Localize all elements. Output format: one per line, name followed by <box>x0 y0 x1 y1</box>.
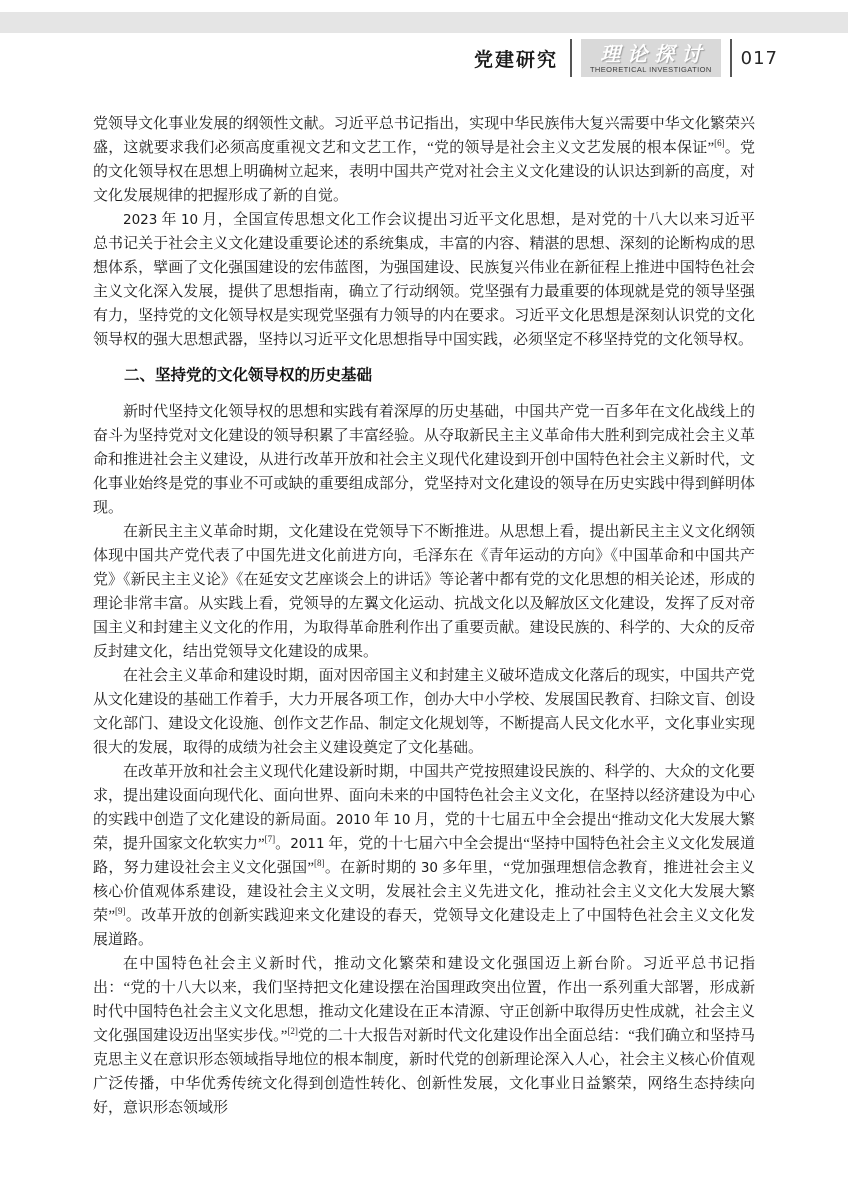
text-run: 月，党的十七届五中全会提出“推动文化大发展大繁荣，提升国家文化软实力” <box>93 812 755 852</box>
text-run: 。 <box>275 836 291 852</box>
paragraph <box>93 520 755 664</box>
article-body <box>93 112 755 1120</box>
journal-name: 党建研究 <box>473 48 558 71</box>
text-run: 。党的文化领导权在思想上明确树立起来，表明中国共产党对社会主义文化建设的认识达到新的高度，对文化发展规律的把握形成了新的自觉。 <box>93 140 755 204</box>
text-run: 在社会主义革命和建设时期，面对因帝国主义和封建主义破坏造成文化落后的现实，中国共产党从文化建设的基础工作着手，大力开展各项工作，创办大中小学校、发展国民教育、扫除文盲、创设文化部门、建设文化设施、创作文艺作品、制定文化规划等，不断提高人民文化水平，文化事业实现很大的发展，取得的成绩为社会主义建设奠定了文化基础。 <box>93 668 755 756</box>
text-run: 年，党的十七届六中全会提出“坚持中国特色社会主义文化发展道路，努力建设社会主义文化强国” <box>93 836 755 876</box>
number-text: 2011 <box>290 836 325 852</box>
text-run: 在改革开放和社会主义现代化建设新时期，中国共产党按照建设民族的、科学的、大众的文化要求，提出建设面向现代化、面向世界、面向未来的中国特色社会主义文化，在坚持以经济建设为中心的实践中创造了文化建设的新局面。 <box>93 764 755 828</box>
text-run: 。在新时期的 <box>324 860 421 876</box>
number-text: 2023 <box>123 212 158 228</box>
footnote-ref: [6] <box>714 138 725 148</box>
number-text: 30 <box>420 860 438 876</box>
paragraph <box>93 208 755 352</box>
paragraph <box>93 112 755 208</box>
text-run: 在新民主主义革命时期，文化建设在党领导下不断推进。从思想上看，提出新民主主义文化纲领体现中国共产党代表了中国先进文化前进方向，毛泽东在《青年运动的方向》《中国革命和中国共产党》《新民主主义论》《在延安文艺座谈会上的讲话》等论著中都有党的文化思想的相关论述，形成的理论非常丰富。从实践上看，党领导的左翼文化运动、抗战文化以及解放区文化建设，发挥了反对帝国主义和封建主义文化的作用，为取得革命胜利作出了重要贡献。建设民族的、科学的、大众的反帝反封建文化，结出党领导文化建设的成果。 <box>93 524 755 660</box>
column-title-en: THEORETICAL INVESTIGATION <box>589 65 712 74</box>
footnote-ref: [8] <box>314 858 325 868</box>
text-run: 在中国特色社会主义新时代，推动文化繁荣和建设文化强国迈上新台阶。习近平总书记指出：“党的十八大以来，我们坚持把文化建设摆在治国理政突出位置，作出一系列重大部署，形成新时代中国特色社会主义文化思想，推动文化建设在正本清源、守正创新中取得历史性成就，社会主义文化强国建设迈出坚实步伐。” <box>93 956 755 1044</box>
footnote-ref: [2] <box>287 1026 298 1036</box>
text-run: 多年里，“党加强理想信念教育，推进社会主义核心价值观体系建设，建设社会主义文明，发展社会主义先进文化，推动社会主义文化大发展大繁荣” <box>93 860 755 924</box>
footnote-ref: [7] <box>264 834 276 844</box>
number-text: 10 <box>180 212 199 228</box>
header-divider-left <box>570 39 572 77</box>
paragraph <box>93 952 755 1120</box>
footnote-ref: [9] <box>115 906 126 916</box>
page-top-band <box>0 12 848 33</box>
number-text: 2010 <box>335 812 371 828</box>
text-run: 党领导文化事业发展的纲领性文献。习近平总书记指出，实现中华民族伟大复兴需要中华文化繁荣兴盛，这就要求我们必须高度重视文艺和文艺工作，“党的领导是社会主义文艺发展的根本保证” <box>93 116 755 156</box>
column-title-zh: 理论探讨 <box>600 42 709 66</box>
section-heading: 二、坚持党的文化领导权的历史基础 <box>124 366 373 384</box>
page-number: 017 <box>740 47 778 69</box>
text-run: 党的二十大报告对新时代文化建设作出全面总结：“我们确立和坚持马克思主义在意识形态领域指导地位的根本制度，新时代党的创新理论深入人心，社会主义核心价值观广泛传播，中华优秀传统文化得到创造性转化、创新性发展，文化事业日益繁荣，网络生态持续向好，意识形态领域形 <box>93 1028 755 1116</box>
column-title-box <box>581 39 721 77</box>
text-run: 。改革开放的创新实践迎来文化建设的春天，党领导文化建设走上了中国特色社会主义文化发展道路。 <box>93 908 755 948</box>
header-divider-right <box>730 39 732 77</box>
page-header <box>474 38 778 78</box>
text-run: 年 <box>370 812 394 828</box>
text-run: 月，全国宣传思想文化工作会议提出习近平文化思想，是对党的十八大以来习近平总书记关于社会主义文化建设重要论述的系统集成，丰富的内容、精湛的思想、深刻的论断构成的思想体系，擘画了文化强国建设的宏伟蓝图，为强国建设、民族复兴伟业在新征程上推进中国特色社会主义文化深入发展，提供了思想指南，确立了行动纲领。党坚强有力最重要的体现就是党的领导坚强有力，坚持党的文化领导权是实现党坚强有力领导的内在要求。习近平文化思想是深刻认识党的文化领导权的强大思想武器，坚持以习近平文化思想指导中国实践，必须坚定不移坚持党的文化领导权。 <box>93 212 755 348</box>
paragraph <box>93 760 755 952</box>
text-run: 新时代坚持文化领导权的思想和实践有着深厚的历史基础，中国共产党一百多年在文化战线上的奋斗为坚持党对文化建设的领导积累了丰富经验。从夺取新民主主义革命伟大胜利到完成社会主义革命和推进社会主义建设，从进行改革开放和社会主义现代化建设到开创中国特色社会主义新时代，文化事业始终是党的事业不可或缺的重要组成部分，党坚持对文化建设的领导在历史实践中得到鲜明体现。 <box>93 404 755 516</box>
text-run: 年 <box>157 212 181 228</box>
number-text: 10 <box>393 812 411 828</box>
paragraph <box>93 664 755 760</box>
paragraph <box>93 400 755 520</box>
